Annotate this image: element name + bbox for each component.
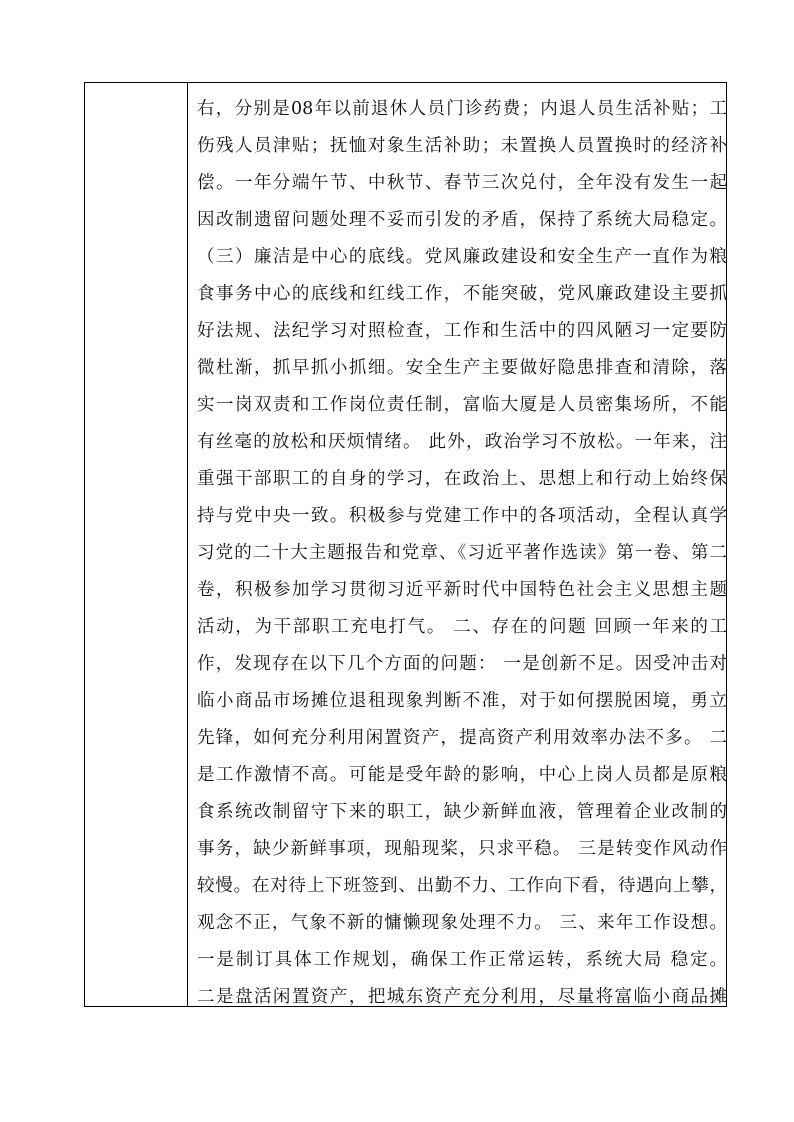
text-line: 卷，积极参加学习贯彻习近平新时代中国特色社会主义思想主题	[197, 580, 727, 600]
text-line: 活动，为干部职工充电打气。 二、存在的问题 回顾一年来的工	[197, 617, 727, 637]
text-line: 是工作激情不高。可能是受年龄的影响，中心上岗人员都是原粮	[197, 765, 727, 785]
text-line: 有丝毫的放松和厌烦情绪。 此外，政治学习不放松。一年来，注	[197, 432, 727, 452]
text-line: （三）廉洁是中心的底线。党风廉政建设和安全生产一直作为粮	[197, 247, 727, 267]
text-line: 二是盘活闲置资产，把城东资产充分利用，尽量将富临小商品摊	[197, 987, 727, 1007]
text-line: 一是制订具体工作规划，确保工作正常运转，系统大局 稳定。	[197, 950, 727, 970]
text-line: 右，分别是08年以前退休人员门诊药费；内退人员生活补贴；工	[197, 99, 727, 119]
text-line: 食事务中心的底线和红线工作，不能突破，党风廉政建设主要抓	[197, 284, 727, 304]
text-line: 好法规、法纪学习对照检查，工作和生活中的四风陋习一定要防	[197, 321, 727, 341]
table-left-cell	[85, 83, 188, 1006]
text-line: 实一岗双责和工作岗位责任制，富临大厦是人员密集场所，不能	[197, 395, 727, 415]
document-table	[84, 82, 727, 1007]
text-line: 偿。一年分端午节、中秋节、春节三次兑付，全年没有发生一起	[197, 173, 727, 193]
text-line: 重强干部职工的自身的学习，在政治上、思想上和行动上始终保	[197, 469, 727, 489]
text-line: 先锋，如何充分利用闲置资产，提高资产利用效率办法不多。 二	[197, 728, 727, 748]
text-line: 微杜渐，抓早抓小抓细。安全生产主要做好隐患排查和清除，落	[197, 358, 727, 378]
table-content-cell	[188, 83, 726, 1006]
text-line: 作，发现存在以下几个方面的问题： 一是创新不足。因受冲击对	[197, 654, 727, 674]
text-line: 持与党中央一致。积极参与党建工作中的各项活动，全程认真学	[197, 506, 727, 526]
text-line: 临小商品市场摊位退租现象判断不准，对于如何摆脱困境，勇立	[197, 691, 727, 711]
text-line: 较慢。在对待上下班签到、出勤不力、工作向下看，待遇向上攀，	[197, 876, 727, 896]
text-line: 伤残人员津贴；抚恤对象生活补助；未置换人员置换时的经济补	[197, 136, 727, 156]
text-line: 习党的二十大主题报告和党章、《习近平著作选读》第一卷、第二	[197, 543, 727, 563]
text-line: 食系统改制留守下来的职工，缺少新鲜血液，管理着企业改制的	[197, 802, 727, 822]
text-line: 事务，缺少新鲜事项，现船现桨，只求平稳。 三是转变作风动作	[197, 839, 727, 859]
text-line: 因改制遗留问题处理不妥而引发的矛盾，保持了系统大局稳定。	[197, 210, 727, 230]
text-line: 观念不正，气象不新的慵懒现象处理不力。 三、来年工作设想。	[197, 913, 727, 933]
